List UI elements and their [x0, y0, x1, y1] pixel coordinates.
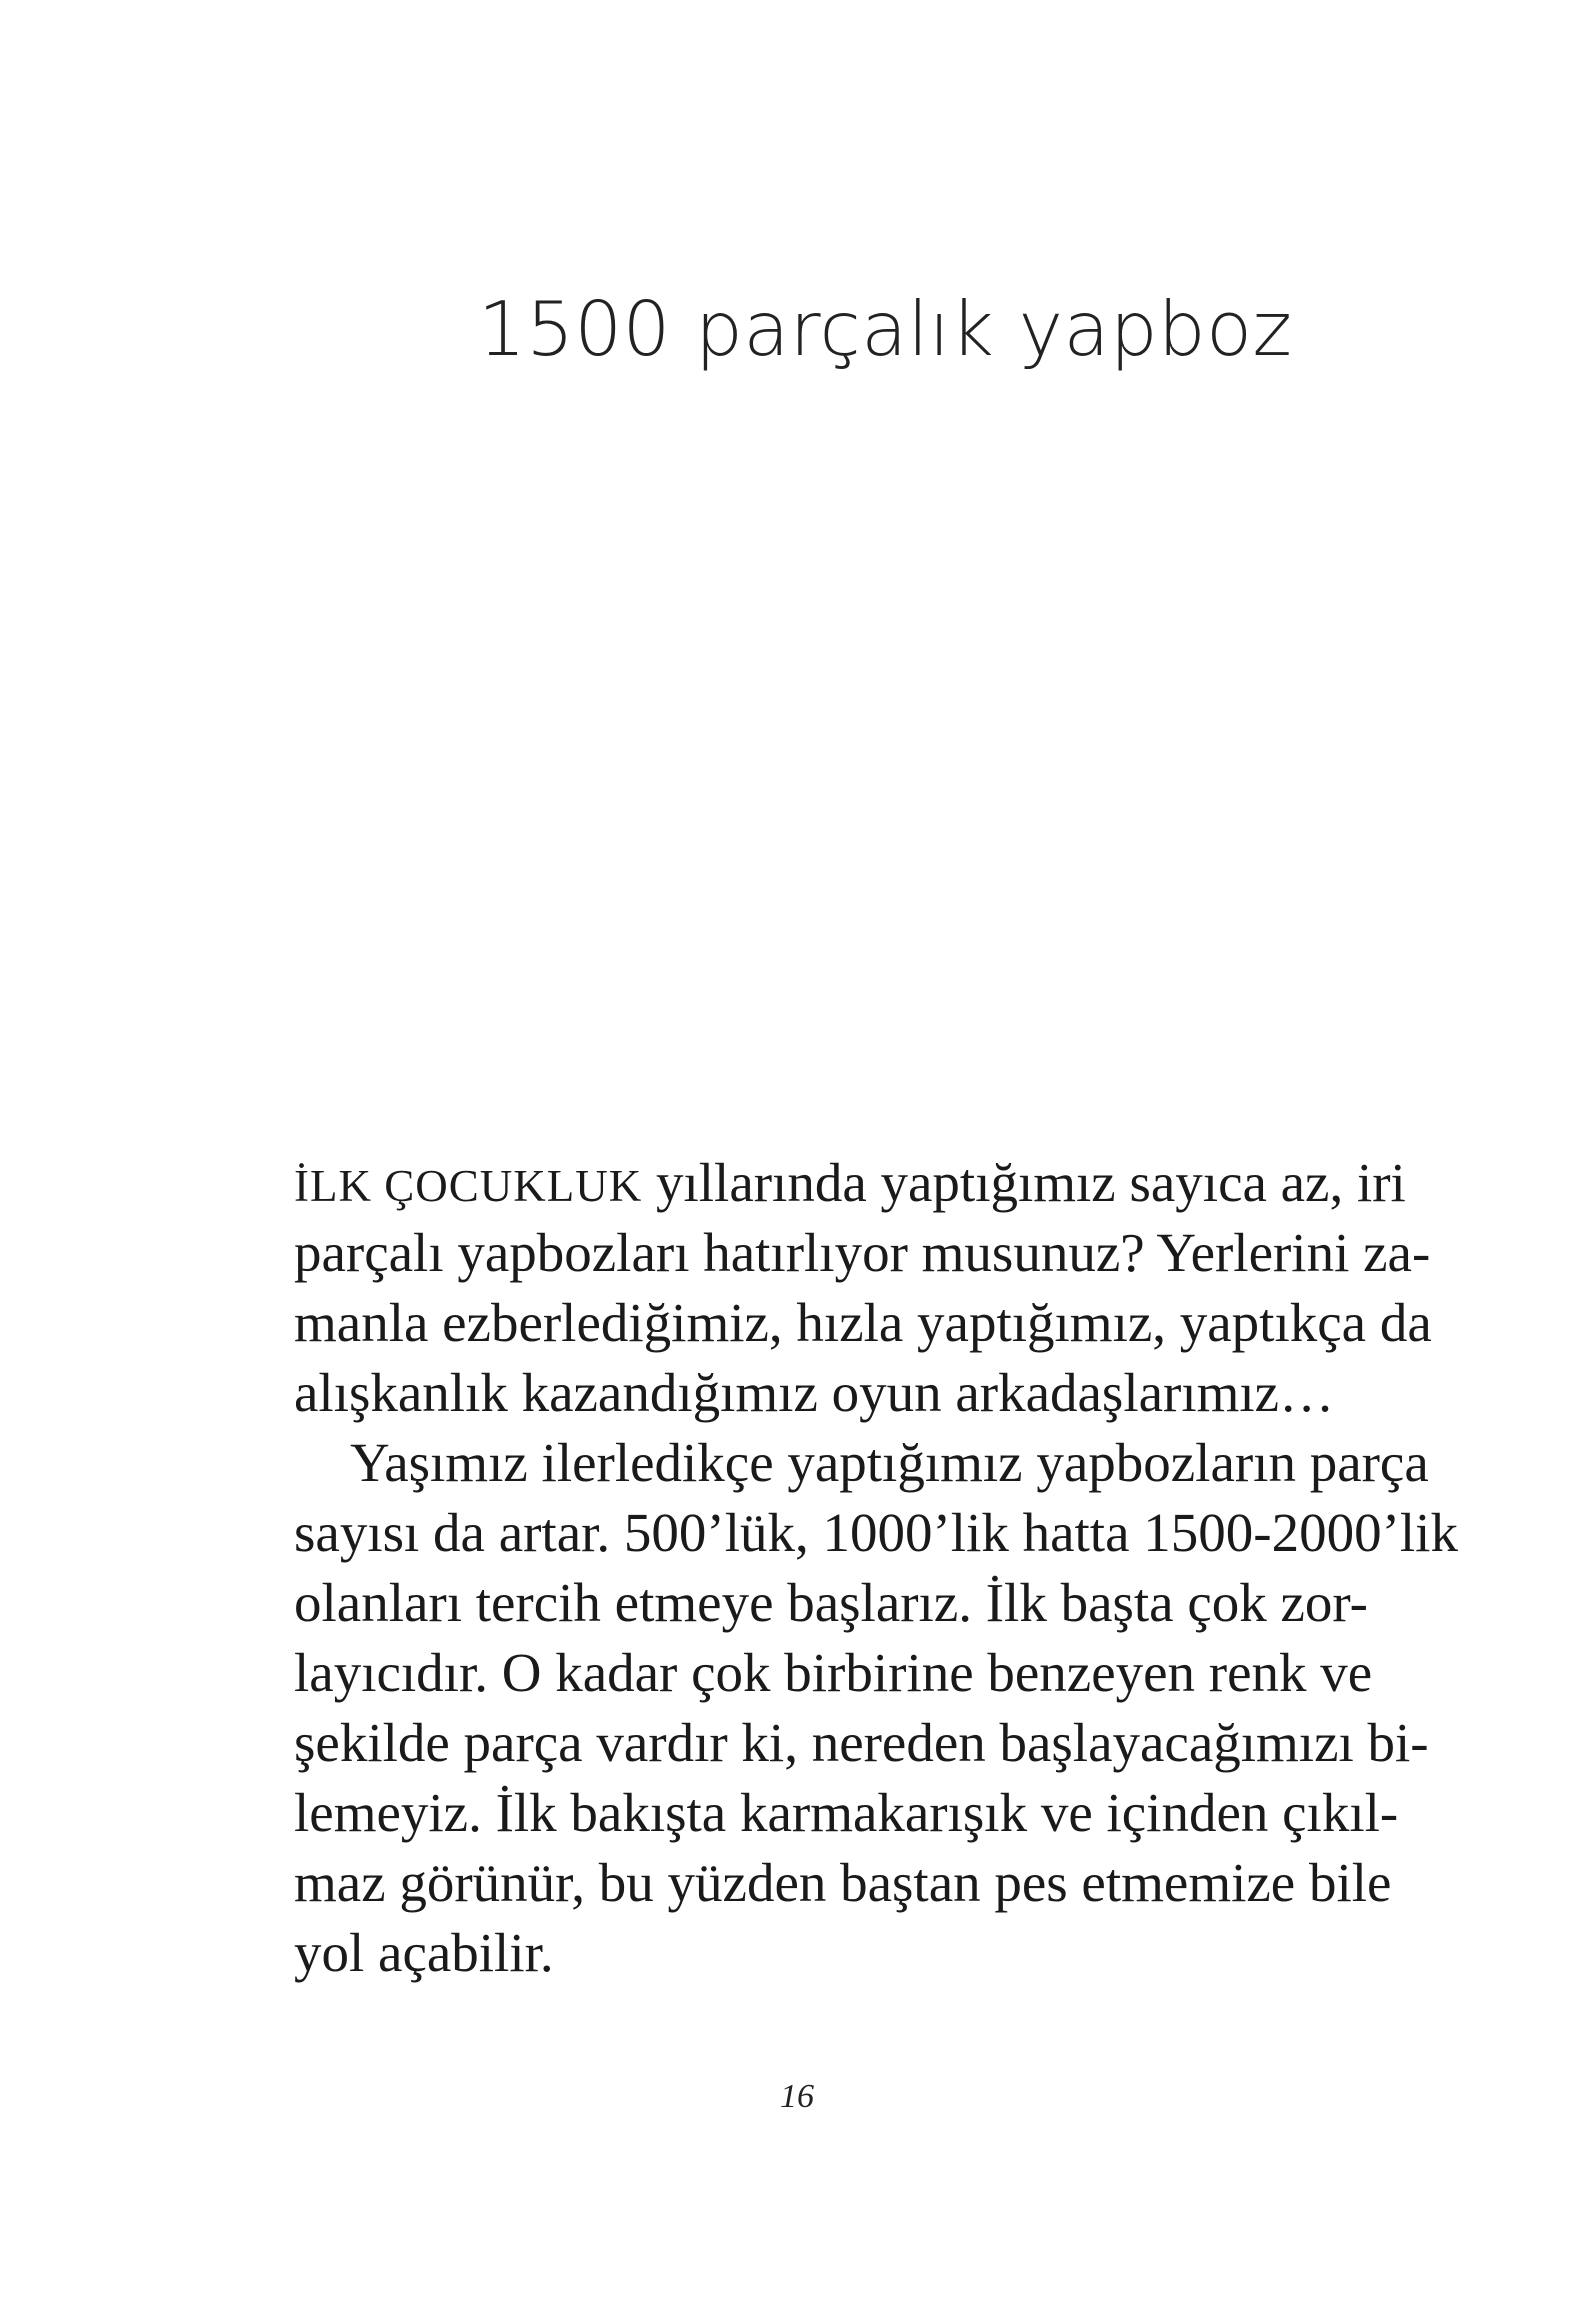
text-line: lemeyiz. İlk bakışta karmakarışık ve içinden çıkıl-: [294, 1782, 1399, 1843]
text-line: parçalı yapbozları hatırlıyor musunuz? Yerlerini za-: [294, 1222, 1431, 1283]
text-line: şekilde parça vardır ki, nereden başlayacağımızı bi-: [294, 1712, 1429, 1773]
text-line: manla ezberlediğimiz, hızla yaptığımız, yaptıkça da: [294, 1292, 1432, 1353]
small-caps-lead: İLK ÇOCUKLUK: [294, 1161, 643, 1211]
page-number: 16: [780, 2078, 814, 2115]
paragraph-2: [294, 1428, 1458, 1988]
text-line: Yaşımız ilerledikçe yaptığımız yapbozların parça: [350, 1432, 1429, 1493]
text-line: olanları tercih etmeye başlarız. İlk başta çok zor-: [294, 1572, 1368, 1633]
chapter-title: 1500 parçalık yapboz: [478, 285, 1293, 373]
text-line: yol açabilir.: [294, 1922, 554, 1983]
text-line: alışkanlık kazandığımız oyun arkadaşlarımız…: [294, 1362, 1335, 1423]
paragraph-1: [294, 1148, 1432, 1428]
text-line: layıcıdır. O kadar çok birbirine benzeyen renk ve: [294, 1642, 1373, 1703]
text-line: maz görünür, bu yüzden baştan pes etmemize bile: [294, 1852, 1392, 1913]
text-line: [294, 1148, 1406, 1218]
body-text: [294, 1148, 1458, 1988]
text-line: sayısı da artar. 500’lük, 1000’lik hatta 1500-2000’lik: [294, 1502, 1458, 1563]
text-fragment: yıllarında yaptığımız sayıca az, iri: [642, 1152, 1406, 1213]
